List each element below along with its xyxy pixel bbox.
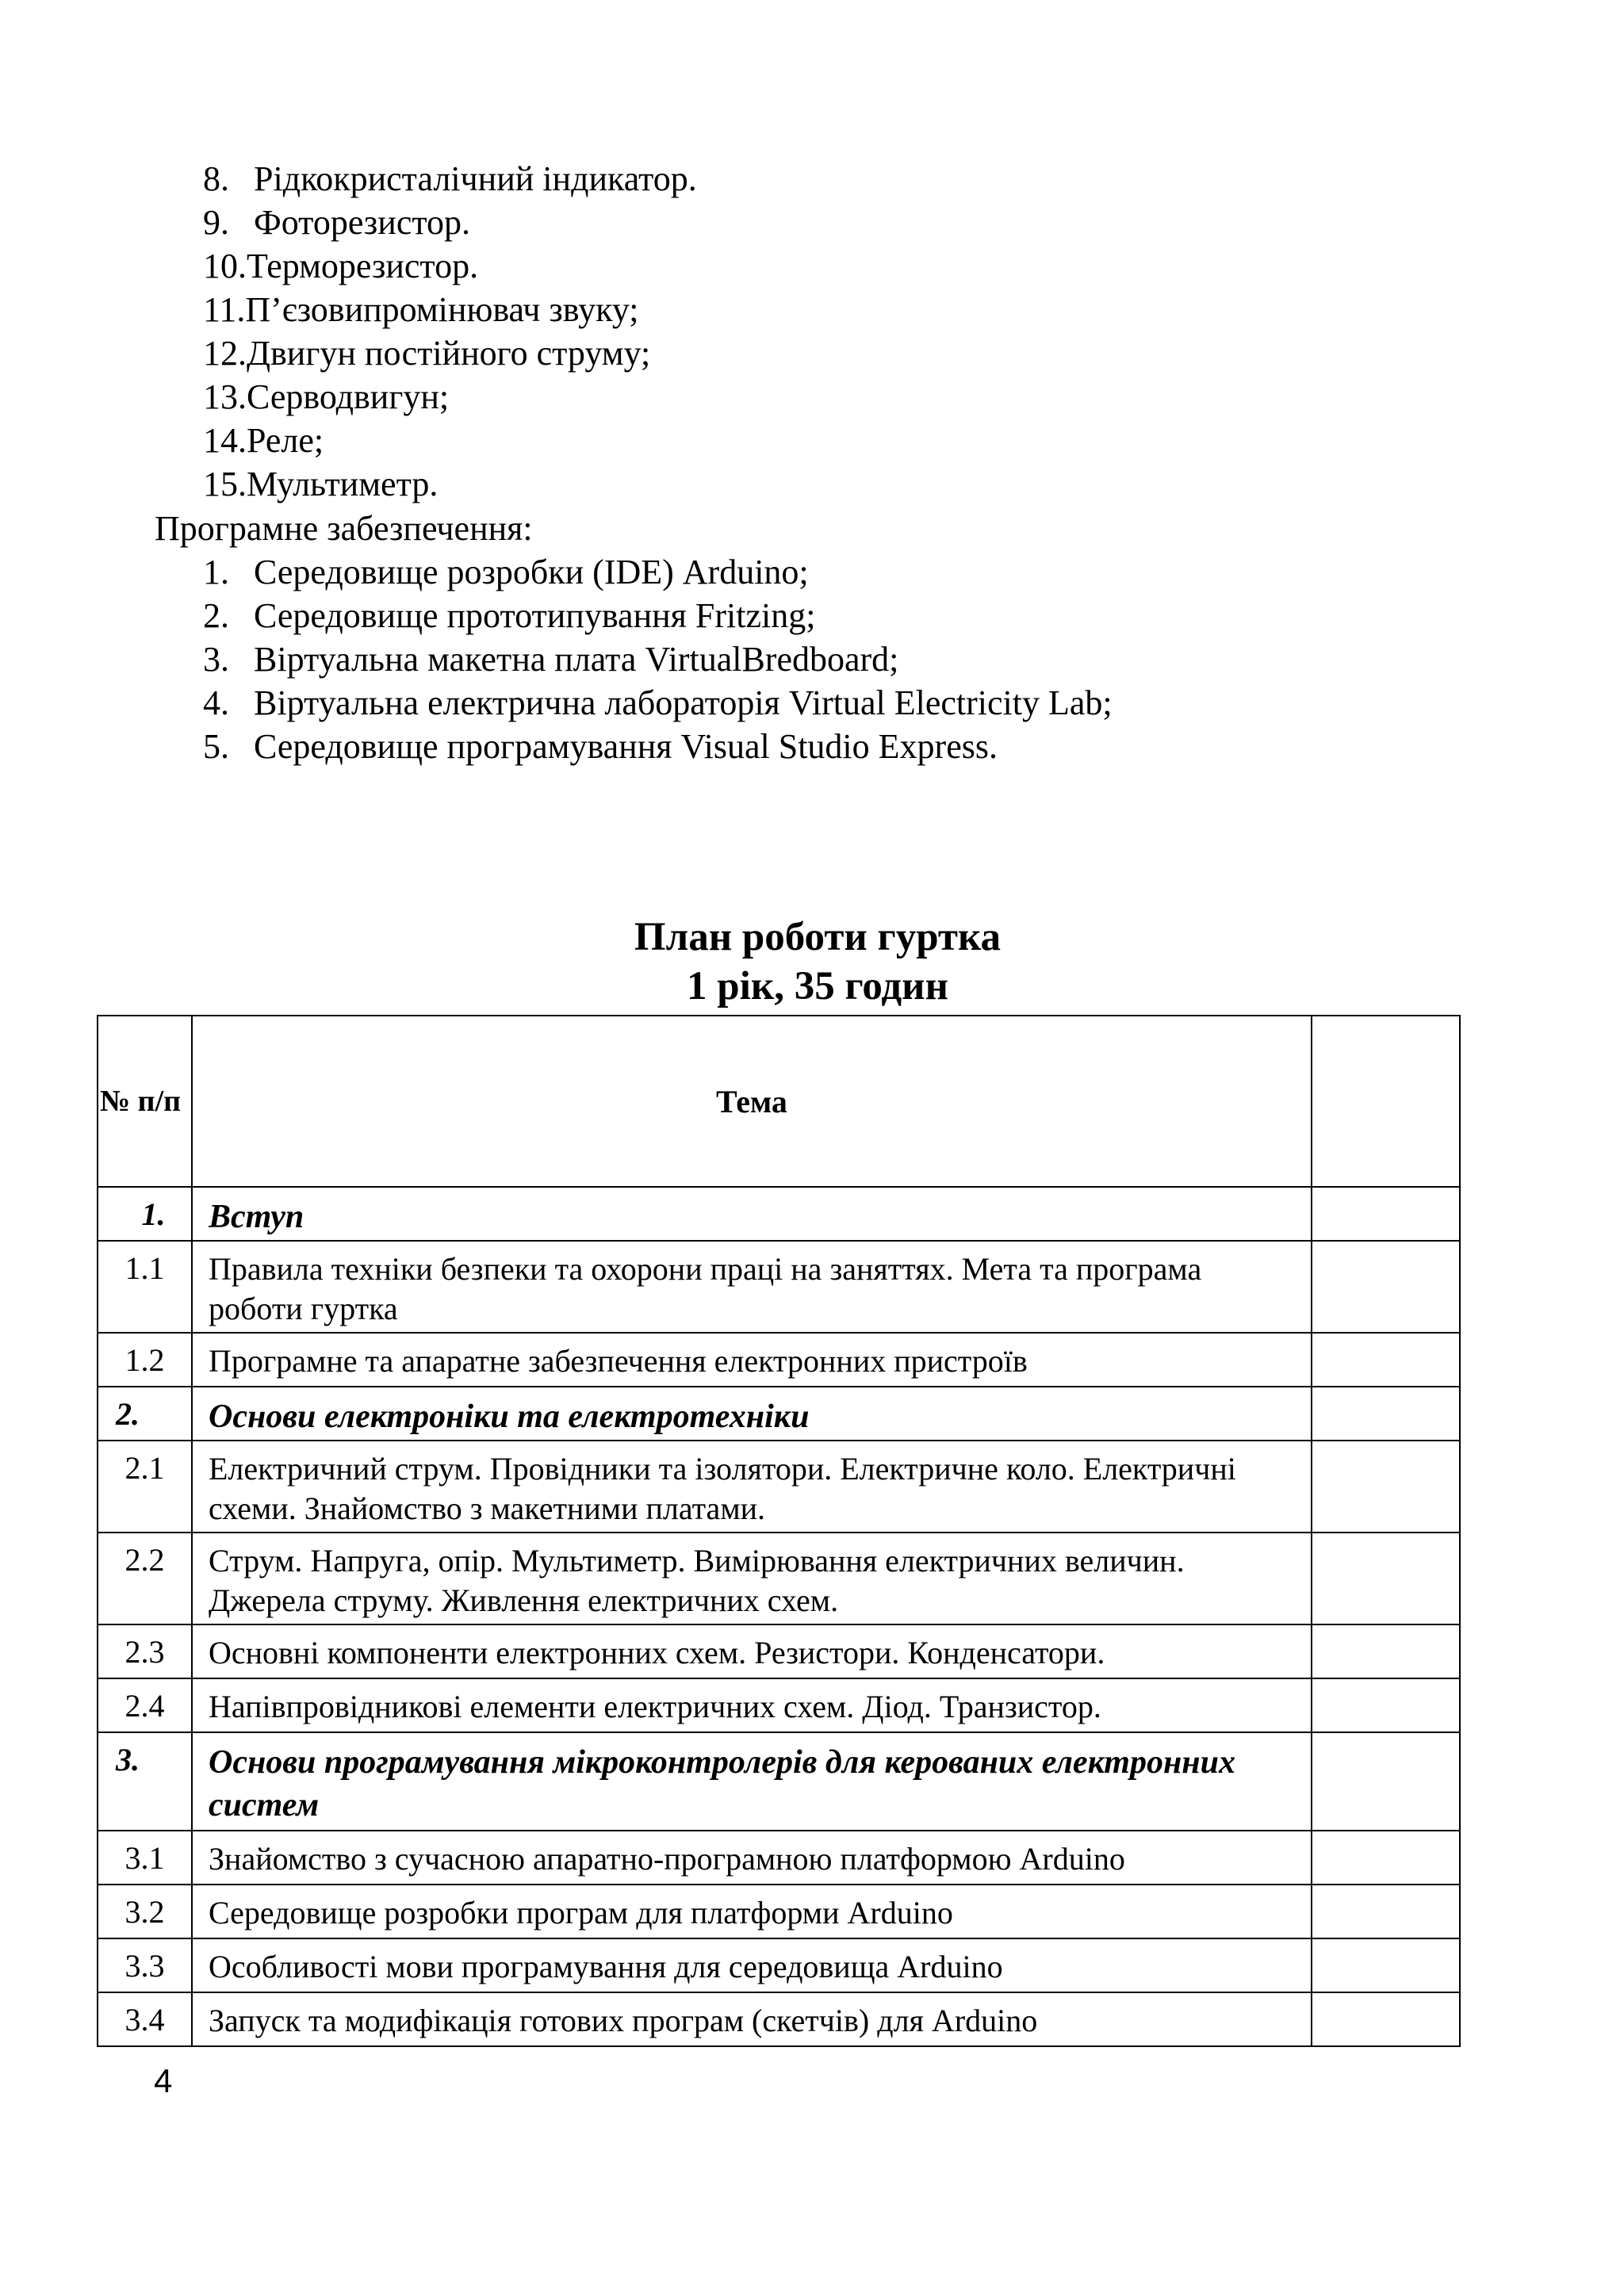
list-item (203, 375, 697, 419)
row-topic: Запуск та модифікація готових програм (скетчів) для Arduino (192, 1992, 1312, 2046)
row-number: 3. (98, 1732, 192, 1831)
list-item-number: 13. (203, 377, 247, 416)
list-item (203, 331, 697, 375)
row-number: 2.2 (98, 1533, 192, 1624)
row-topic: Вступ (192, 1187, 1312, 1241)
row-extra-cell (1312, 1533, 1460, 1624)
row-extra-cell (1312, 1441, 1460, 1533)
row-number: 3.1 (98, 1831, 192, 1885)
row-topic: Особливості мови програмування для середовища Arduino (192, 1938, 1312, 1992)
row-extra-cell (1312, 1333, 1460, 1387)
list-item-number: 3. (203, 640, 229, 679)
list-item (203, 725, 1113, 768)
row-topic: Основи програмування мікроконтролерів для керованих електронних систем (192, 1732, 1312, 1831)
list-item-text: Середовище розробки (IDE) Arduino; (254, 553, 809, 591)
row-extra-cell (1312, 1187, 1460, 1241)
header-number: № п/п (98, 1016, 192, 1187)
list-item (203, 244, 697, 288)
row-extra-cell (1312, 1624, 1460, 1678)
row-extra-cell (1312, 1241, 1460, 1333)
row-number: 2.3 (98, 1624, 192, 1678)
software-heading: Програмне забезпечення: (155, 509, 533, 548)
list-item-text: Терморезистор. (247, 247, 479, 285)
row-number: 1.1 (98, 1241, 192, 1333)
list-item (203, 157, 697, 201)
list-item-number: 2. (203, 596, 229, 635)
row-extra-cell (1312, 1992, 1460, 2046)
list-item-text: Мультиметр. (247, 465, 439, 503)
row-topic: Знайомство з сучасною апаратно-програмною платформою Arduino (192, 1831, 1312, 1885)
list-item-text: Рідкокристалічний індикатор. (254, 159, 697, 198)
list-item-number: 10. (203, 247, 247, 285)
plan-subtitle: 1 рік, 35 годин (687, 964, 948, 1008)
table-header-row (98, 1016, 1460, 1187)
software-list (203, 550, 1113, 768)
row-number: 1.2 (98, 1333, 192, 1387)
row-topic: Правила техніки безпеки та охорони праці на заняттях. Мета та програма роботи гуртка (192, 1241, 1312, 1333)
table-section-row (98, 1732, 1460, 1831)
header-topic: Тема (192, 1016, 1312, 1187)
list-item-number: 12. (203, 334, 247, 373)
list-item (203, 594, 1113, 637)
row-extra-cell (1312, 1885, 1460, 1938)
row-number: 2. (98, 1387, 192, 1441)
row-number: 3.2 (98, 1885, 192, 1938)
row-topic: Середовище розробки програм для платформи Arduino (192, 1885, 1312, 1938)
list-item-text: Двигун постійного струму; (247, 334, 651, 373)
row-number: 3.4 (98, 1992, 192, 2046)
list-item (203, 288, 697, 331)
row-topic: Основні компоненти електронних схем. Резистори. Конденсатори. (192, 1624, 1312, 1678)
row-number: 2.1 (98, 1441, 192, 1533)
plan-title: План роботи гуртка (634, 915, 1002, 959)
row-number: 3.3 (98, 1938, 192, 1992)
row-number: 2.4 (98, 1678, 192, 1732)
row-extra-cell (1312, 1732, 1460, 1831)
list-item-number: 5. (203, 727, 229, 766)
list-item-number: 11. (203, 290, 246, 329)
list-item (203, 462, 697, 506)
table-row (98, 1533, 1460, 1624)
list-item-text: Віртуальна макетна плата VirtualBredboard; (254, 640, 899, 679)
row-topic: Напівпровідникові елементи електричних схем. Діод. Транзистор. (192, 1678, 1312, 1732)
list-item-text: Фоторезистор. (254, 203, 471, 242)
table-row (98, 1885, 1460, 1938)
table-row (98, 1241, 1460, 1333)
list-item-number: 1. (203, 553, 229, 591)
table-row (98, 1624, 1460, 1678)
list-item-text: Реле; (247, 421, 324, 460)
table-row (98, 1938, 1460, 1992)
header-extra (1312, 1016, 1460, 1187)
table-row (98, 1678, 1460, 1732)
row-extra-cell (1312, 1387, 1460, 1441)
list-item (203, 550, 1113, 594)
list-item-number: 14. (203, 421, 247, 460)
row-topic: Програмне та апаратне забезпечення електронних пристроїв (192, 1333, 1312, 1387)
row-topic: Струм. Напруга, опір. Мультиметр. Вимірювання електричних величин. Джерела струму. Живлення електричних схем. (192, 1533, 1312, 1624)
row-topic: Електричний струм. Провідники та ізолятори. Електричне коло. Електричні схеми. Знайомство з макетними платами. (192, 1441, 1312, 1533)
table-row (98, 1333, 1460, 1387)
list-item-number: 4. (203, 683, 229, 722)
list-item-text: Серводвигун; (247, 377, 450, 416)
list-item-number: 8. (203, 159, 229, 198)
list-item-text: Середовище прототипування Fritzing; (254, 596, 816, 635)
page-number: 4 (154, 2062, 173, 2099)
row-topic: Основи електроніки та електротехніки (192, 1387, 1312, 1441)
list-item-text: Віртуальна електрична лабораторія Virtual Electricity Lab; (254, 683, 1113, 722)
hardware-list (203, 157, 697, 506)
list-item (203, 419, 697, 462)
row-number: 1. (98, 1187, 192, 1241)
plan-table (97, 1015, 1461, 2047)
table-row (98, 1831, 1460, 1885)
list-item-text: Середовище програмування Visual Studio Express. (254, 727, 998, 766)
table-section-row (98, 1387, 1460, 1441)
list-item (203, 681, 1113, 725)
table-row (98, 1441, 1460, 1533)
row-extra-cell (1312, 1938, 1460, 1992)
list-item (203, 201, 697, 244)
list-item-number: 9. (203, 203, 229, 242)
row-extra-cell (1312, 1678, 1460, 1732)
table-section-row (98, 1187, 1460, 1241)
list-item-text: П’єзовипромінювач звуку; (245, 290, 639, 329)
list-item (203, 637, 1113, 681)
list-item-number: 15. (203, 465, 247, 503)
row-extra-cell (1312, 1831, 1460, 1885)
table-row (98, 1992, 1460, 2046)
